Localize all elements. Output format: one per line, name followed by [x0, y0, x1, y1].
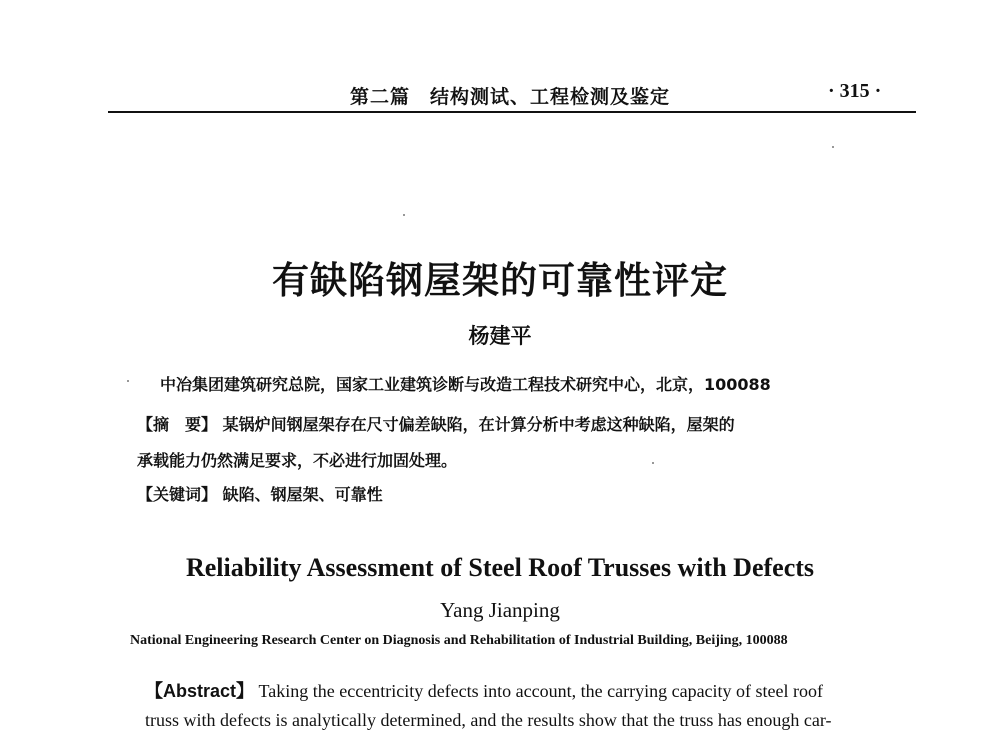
keywords-cn-label: 【关键词】 [137, 485, 218, 504]
abstract-en-text-1: Taking the eccentricity defects into account, the carrying capacity of steel roof [258, 681, 824, 701]
abstract-en-label: 【Abstract】 [145, 681, 255, 701]
abstract-cn-line-1 [137, 412, 735, 435]
abstract-en-line-1 [145, 677, 823, 703]
scan-speck [403, 214, 405, 216]
paper-title-en: Reliability Assessment of Steel Roof Trusses with Defects [185, 553, 815, 582]
paper-title-cn: 有缺陷钢屋架的可靠性评定 [272, 258, 728, 302]
keywords-cn-text: 缺陷、钢屋架、可靠性 [222, 485, 383, 504]
abstract-cn-text-2: 承载能力仍然满足要求，不必进行加固处理。 [137, 451, 458, 470]
author-cn: 杨建平 [468, 323, 532, 348]
author-en: Yang Jianping [440, 598, 560, 622]
keywords-cn [137, 482, 383, 505]
scan-speck [832, 146, 834, 148]
abstract-cn-label: 【摘 要】 [137, 415, 218, 434]
page-number: · 315 · [828, 80, 882, 102]
abstract-en-text-2: truss with defects is analytically determined, and the results show that the truss has enough car- [145, 710, 832, 730]
affiliation-cn: 中冶集团建筑研究总院，国家工业建筑诊断与改造工程技术研究中心，北京，100088 [160, 375, 771, 394]
scan-speck [127, 380, 129, 382]
running-header-section: 第二篇 结构测试、工程检测及鉴定 [350, 86, 671, 108]
affiliation-en: National Engineering Research Center on Diagnosis and Rehabilitation of Industrial Building, Beijing, 100088 [130, 633, 788, 648]
header-divider [108, 111, 916, 113]
abstract-cn-text-1: 某锅炉间钢屋架存在尺寸偏差缺陷，在计算分析中考虑这种缺陷，屋架的 [222, 415, 735, 434]
scan-speck [652, 462, 654, 464]
